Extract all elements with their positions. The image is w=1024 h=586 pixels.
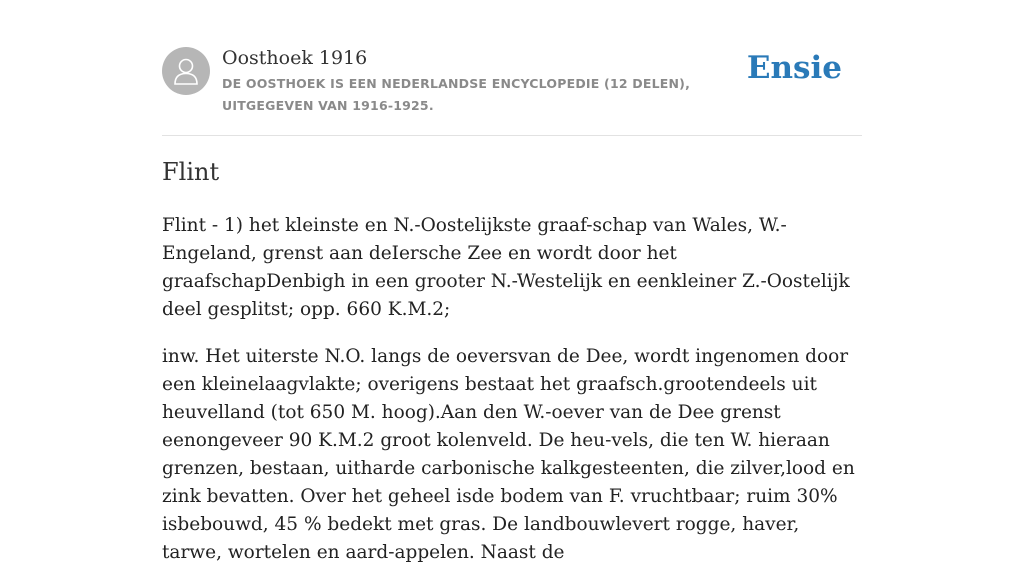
source-description: DE OOSTHOEK IS EEN NEDERLANDSE ENCYCLOPEDIE (12 DELEN), UITGEGEVEN VAN 1916-1925. [222, 76, 691, 113]
entry-paragraph: Flint - 1) het kleinste en N.-Oostelijkste graaf-schap van Wales, W.-Engeland, grenst aan deIersche Zee en wordt door het graafschapDenbigh in een grooter N.-Westelijk en eenkleiner Z.-Oostelijk deel gesplitst; opp. 660 K.M.2; [162, 215, 850, 320]
source-header [162, 46, 862, 118]
entry-paragraph: inw. Het uiterste N.O. langs de oeversvan de Dee, wordt ingenomen door een kleinelaagvlakte; overigens bestaat het graafsch.grootendeels uit heuvelland (tot 650 M. hoog).Aan den W.-oever van de Dee grenst eenongeveer 90 K.M.2 groot kolenveld. De heu-vels, die ten W. hieraan grenzen, bestaan, uitharde carbonische kalkgesteenten, die zilver,lood en zink bevatten. Over het geheel isde bodem van F. vruchtbaar; ruim 30% isbebouwd, 45 % bedekt met gras. De landbouwlevert rogge, haver, tarwe, wortelen en aard-appelen. Naast de [162, 346, 855, 563]
avatar[interactable] [162, 47, 210, 95]
user-icon [173, 57, 199, 85]
source-title[interactable]: Oosthoek 1916 [222, 47, 368, 69]
entry-body [162, 212, 862, 586]
divider [162, 135, 862, 136]
entry-title: Flint [162, 158, 220, 186]
brand-logo[interactable]: Ensie [746, 50, 842, 86]
